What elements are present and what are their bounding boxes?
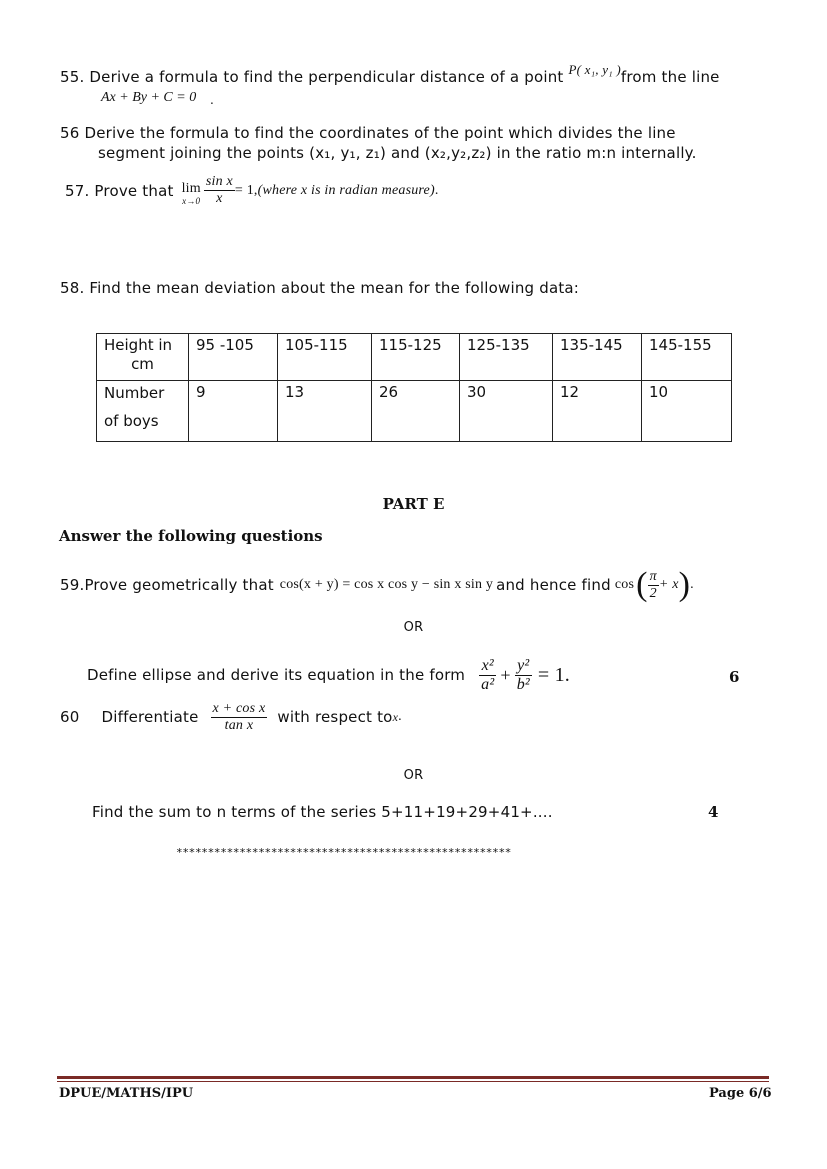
q59-pi-over-2 xyxy=(648,569,659,602)
q59-cos: cos xyxy=(614,577,635,592)
table-cell: 145-155 xyxy=(642,334,732,381)
footer-rule-thin xyxy=(57,1081,769,1082)
q59-pi: π xyxy=(649,568,657,584)
ellipse-text: Define ellipse and derive its equation in the form xyxy=(87,666,466,684)
ellipse-y2: y² xyxy=(517,656,530,674)
question-60 xyxy=(60,697,402,737)
label-height: Height in xyxy=(104,336,173,354)
table-cell: 125-135 xyxy=(460,334,553,381)
q55-point: P( x₁, y₁ ) xyxy=(568,62,621,77)
q60-denominator: tan x xyxy=(211,717,268,734)
footer-rule-thick xyxy=(57,1076,769,1079)
ellipse-equals: = 1. xyxy=(537,663,570,686)
q59-paren-close: ) xyxy=(678,566,691,603)
or-separator-2: OR xyxy=(403,768,424,783)
series-question: Find the sum to n terms of the series 5+11+19+29+41+.... xyxy=(92,803,553,821)
label-cm: cm xyxy=(131,355,154,373)
table-cell: 135-145 xyxy=(553,334,642,381)
question-55 xyxy=(60,62,720,86)
instruction: Answer the following questions xyxy=(59,527,323,545)
q59-text: 59.Prove geometrically that xyxy=(60,576,274,594)
data-table xyxy=(96,333,732,442)
q59-plus-x: + x xyxy=(658,577,679,592)
ellipse-b2: b² xyxy=(516,675,530,693)
q60-fraction xyxy=(211,701,268,734)
q60-number: 60 xyxy=(60,708,80,726)
ellipse-a2: a² xyxy=(481,675,495,693)
q55-text: 55. Derive a formula to find the perpendicular distance of a point xyxy=(60,68,569,86)
q57-fraction xyxy=(204,174,235,207)
q60-var: x xyxy=(392,709,399,724)
ellipse-x2: x² xyxy=(481,656,494,674)
q59-two: 2 xyxy=(648,585,659,602)
q59-formula: cos(x + y) = cos x cos y − sin x sin y xyxy=(279,577,494,592)
marks-4: 4 xyxy=(708,803,719,821)
q59-text2: and hence find xyxy=(496,576,611,594)
q57-end: . xyxy=(434,182,439,198)
q58-text: 58. Find the mean deviation about the mean for the following data: xyxy=(60,279,580,297)
table-header-height xyxy=(97,334,189,381)
table-cell: 13 xyxy=(278,381,372,442)
q59-end: . xyxy=(690,577,694,592)
q57-limit xyxy=(181,180,201,207)
q57-note: (where x is in radian measure) xyxy=(257,182,435,198)
table-cell: 95 -105 xyxy=(189,334,278,381)
q60-numerator: x + cos x xyxy=(212,700,266,716)
table-cell: 30 xyxy=(460,381,553,442)
q55-line-equation: Ax + By + C = 0 xyxy=(101,90,197,105)
question-59 xyxy=(60,565,694,605)
q57-numerator: sin x xyxy=(205,174,233,189)
table-cell: 26 xyxy=(372,381,460,442)
table-row xyxy=(97,381,732,442)
q60-text: Differentiate xyxy=(101,708,199,726)
question-57 xyxy=(65,174,439,207)
marks-6: 6 xyxy=(729,668,740,686)
table-cell: 12 xyxy=(553,381,642,442)
q59-paren-open: ( xyxy=(636,566,648,603)
label-number: Number xyxy=(104,384,165,402)
q57-lim-word: lim xyxy=(181,180,201,196)
table-cell: 9 xyxy=(189,381,278,442)
or-separator-1: OR xyxy=(403,620,424,635)
table-cell: 10 xyxy=(642,381,732,442)
ellipse-plus: + xyxy=(500,664,511,685)
q57-text: 57. Prove that xyxy=(65,181,174,200)
stars-divider: ***************************************************** xyxy=(176,846,512,859)
q56-line2: segment joining the points (x₁, y₁, z₁) and (x₂,y₂,z₂) in the ratio m:n internally. xyxy=(98,144,697,162)
ellipse-x-fraction xyxy=(479,657,496,694)
table-header-boys xyxy=(97,381,189,442)
table-cell: 115-125 xyxy=(372,334,460,381)
question-ellipse xyxy=(87,653,570,697)
q56-line1: 56 Derive the formula to find the coordinates of the point which divides the line xyxy=(60,124,676,142)
q57-lim-sub: x→0 xyxy=(182,195,201,206)
q57-equals: = 1, xyxy=(234,182,258,198)
part-title: PART E xyxy=(382,495,445,513)
q55-text2: from the line xyxy=(620,68,720,86)
q55-period: . xyxy=(210,93,215,107)
table-cell: 105-115 xyxy=(278,334,372,381)
footer-page-number: Page 6/6 xyxy=(709,1086,772,1101)
ellipse-y-fraction xyxy=(515,657,532,694)
label-of-boys: of boys xyxy=(104,412,159,430)
q60-end: . xyxy=(398,709,402,724)
q60-text2: with respect to xyxy=(277,708,393,726)
footer-left: DPUE/MATHS/IPU xyxy=(59,1086,194,1101)
q57-denominator: x xyxy=(204,190,235,207)
table-row xyxy=(97,334,732,381)
